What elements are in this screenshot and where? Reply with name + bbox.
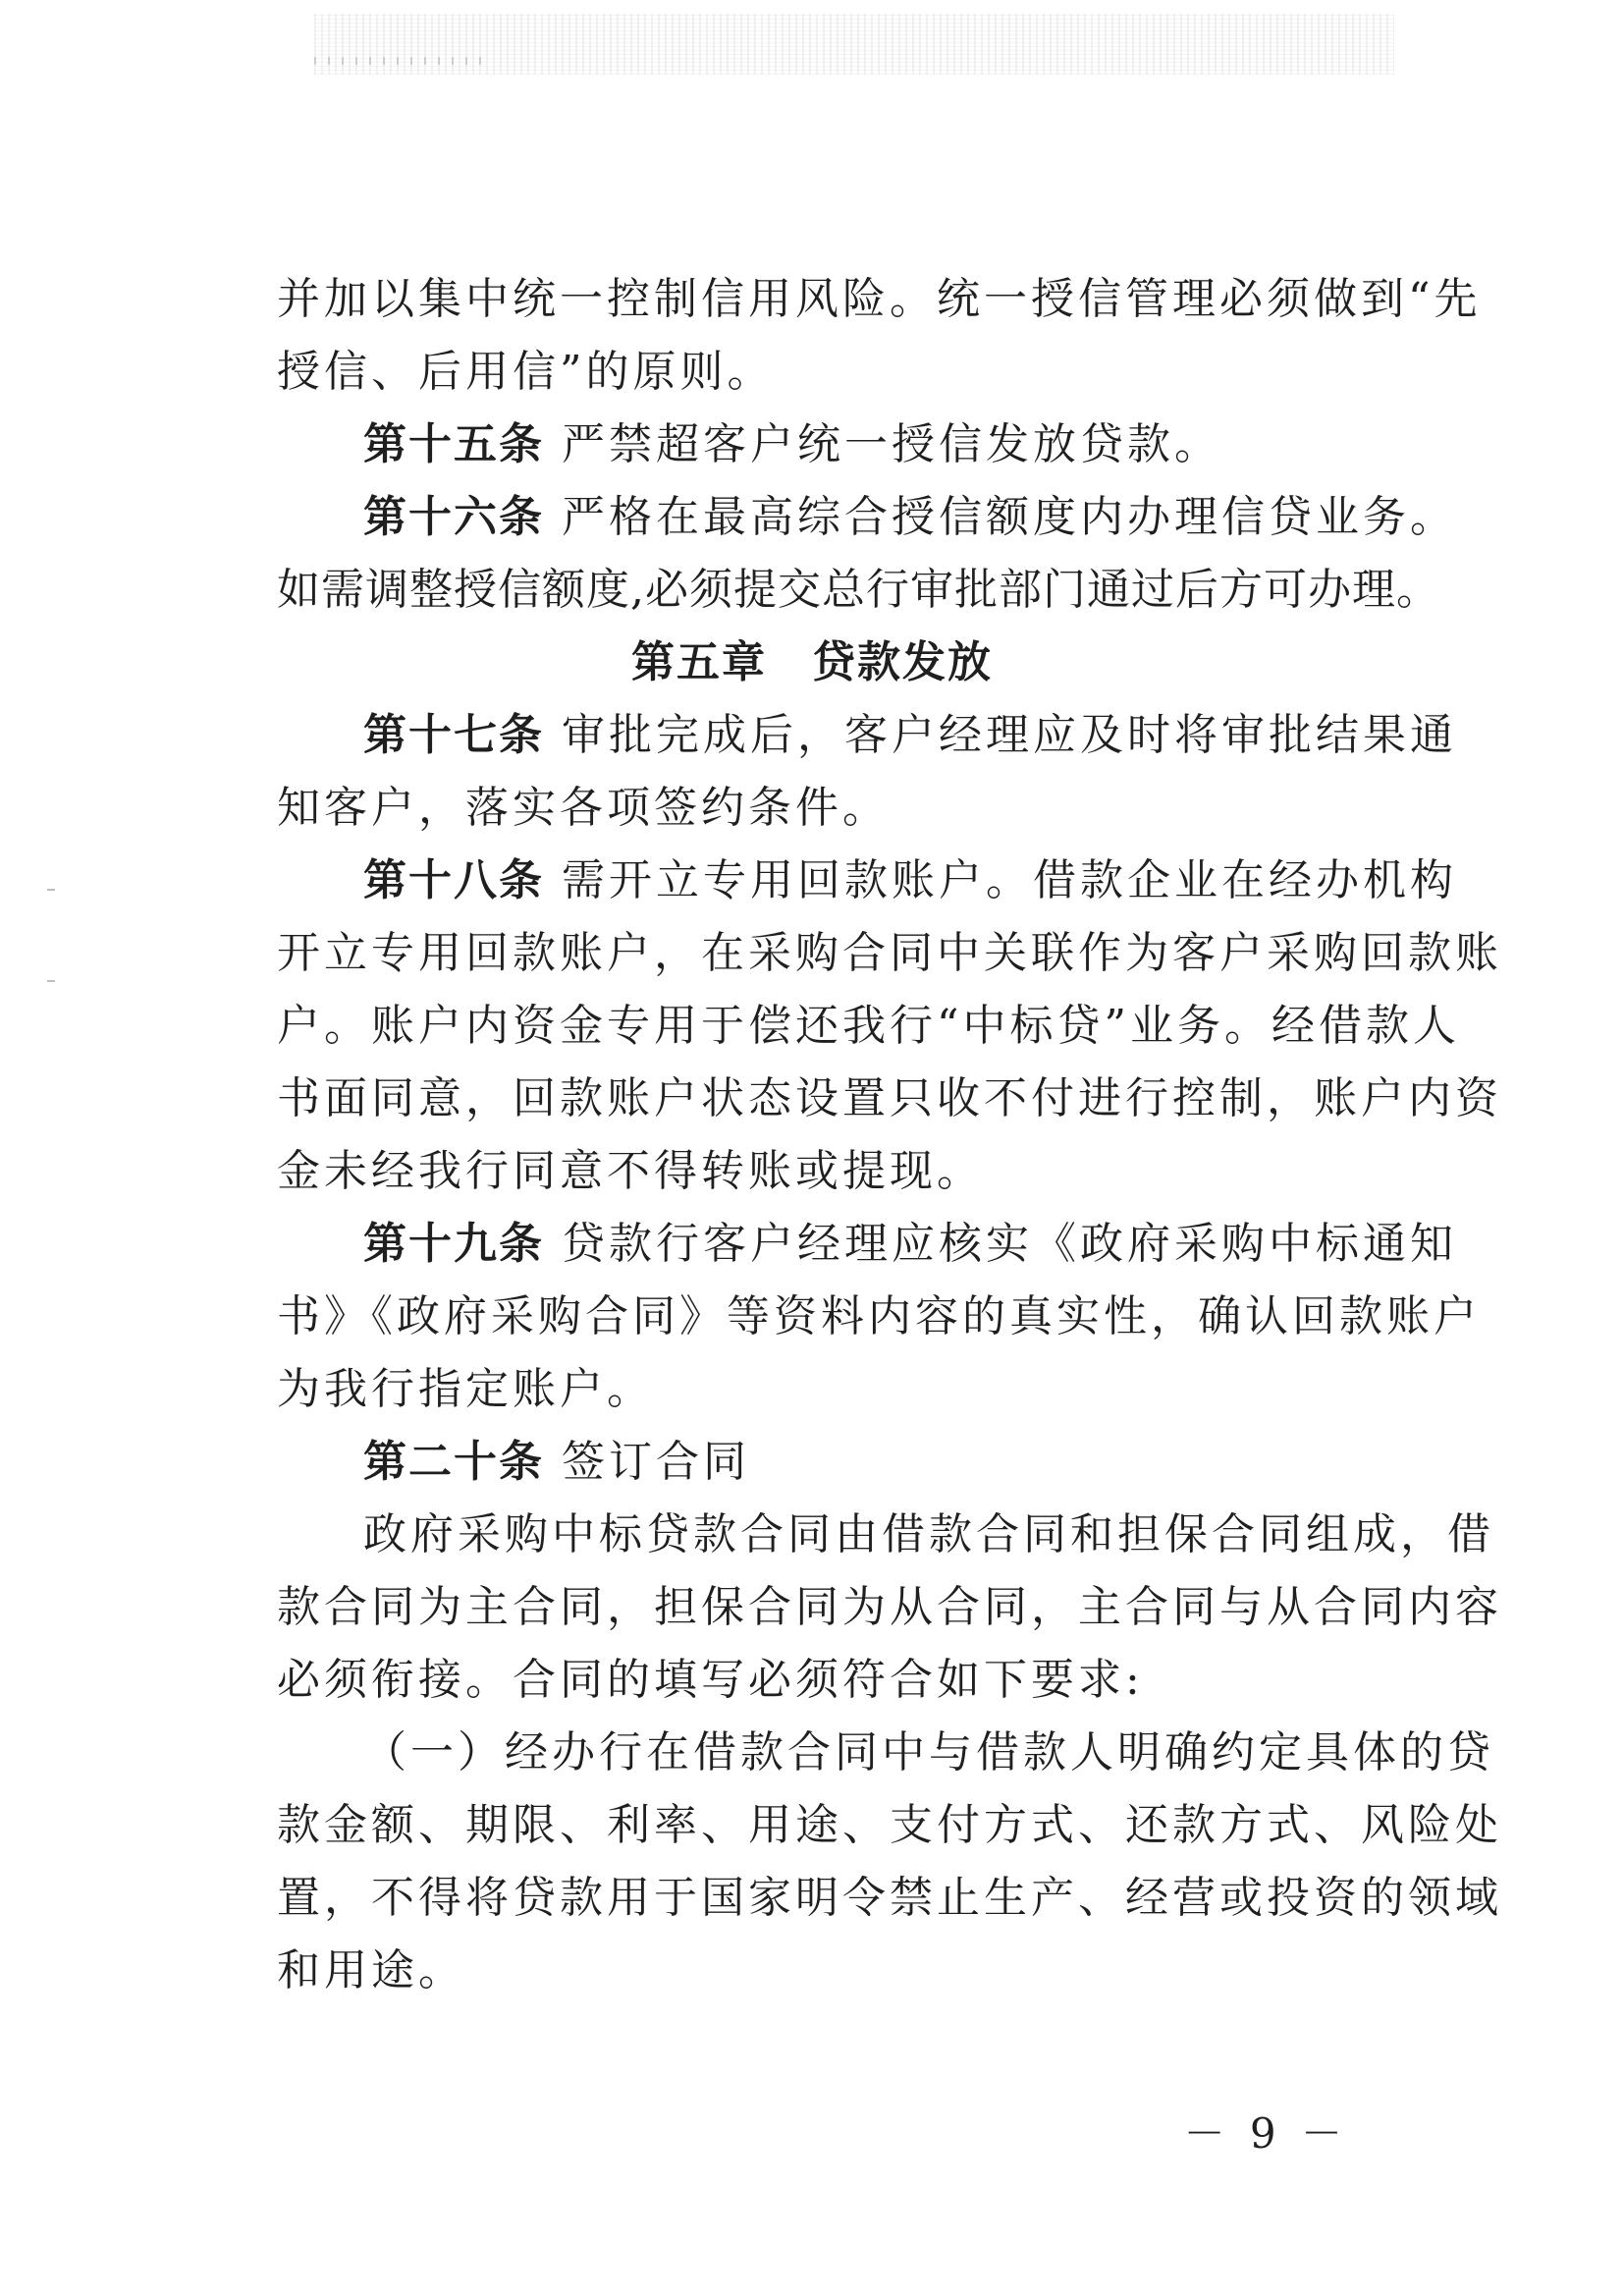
body-line: 开立专用回款账户，在采购合同中关联作为客户采购回款账: [277, 928, 1502, 978]
body-line: 书》《政府采购合同》等资料内容的真实性，确认回款账户: [277, 1291, 1481, 1341]
body-line: 书面同意，回款账户状态设置只收不付进行控制，账户内资: [277, 1073, 1502, 1123]
article-19: [277, 1208, 1457, 1281]
article-text: 严禁超客户统一授信发放贷款。: [562, 419, 1221, 469]
article-number: 第十九条: [363, 1219, 544, 1269]
page-number: － 9 －: [1183, 2109, 1348, 2158]
article-18: [277, 845, 1457, 917]
scan-artifact-top: [314, 14, 1394, 75]
article-number: 第十七条: [363, 710, 544, 760]
article-text: 贷款行客户经理应核实《政府采购中标通知: [562, 1219, 1457, 1269]
body-line: （一）经办行在借款合同中与借款人明确约定具体的贷: [363, 1727, 1494, 1777]
article-number: 第二十条: [363, 1437, 544, 1487]
article-15: [277, 409, 1347, 481]
document-body: [277, 263, 1502, 2007]
article-text: 审批完成后，客户经理应及时将审批结果通: [562, 710, 1457, 760]
margin-mark: [47, 980, 55, 982]
article-text: 严格在最高综合授信额度内办理信贷业务。: [562, 492, 1457, 542]
body-line: 和用途。: [277, 1945, 465, 1995]
article-20: [277, 1426, 1347, 1499]
chapter-title: 第五章 贷款发放: [631, 637, 993, 687]
body-line: 金未经我行同意不得转账或提现。: [277, 1146, 984, 1196]
article-number: 第十五条: [363, 419, 544, 469]
body-line: 并加以集中统一控制信用风险。统一授信管理必须做到“先: [277, 274, 1482, 324]
body-line: 如需调整授信额度,必须提交总行审批部门通过后方可办理。: [277, 565, 1440, 615]
body-line: 款合同为主合同，担保合同为从合同，主合同与从合同内容: [277, 1582, 1502, 1632]
article-text: 需开立专用回款账户。借款企业在经办机构: [562, 855, 1457, 905]
body-line: 户。账户内资金专用于偿还我行“中标贷”业务。经借款人: [277, 1001, 1460, 1051]
body-line: 政府采购中标贷款合同由借款合同和担保合同组成，借: [363, 1509, 1494, 1559]
body-line: 必须衔接。合同的填写必须符合如下要求:: [277, 1655, 1144, 1705]
body-line: 为我行指定账户。: [277, 1364, 654, 1414]
article-17: [277, 699, 1457, 772]
scan-artifact-left: [314, 57, 491, 65]
body-line: 款金额、期限、利率、用途、支付方式、还款方式、风险处: [277, 1800, 1502, 1850]
article-number: 第十八条: [363, 855, 544, 905]
article-text: 签订合同: [562, 1437, 750, 1487]
body-line: 置，不得将贷款用于国家明令禁止生产、经营或投资的领域: [277, 1873, 1502, 1923]
article-number: 第十六条: [363, 492, 544, 542]
body-line: 知客户，落实各项签约条件。: [277, 783, 890, 833]
body-line: 授信、后用信”的原则。: [277, 347, 775, 397]
article-16: [277, 481, 1457, 554]
margin-mark: [47, 889, 55, 891]
